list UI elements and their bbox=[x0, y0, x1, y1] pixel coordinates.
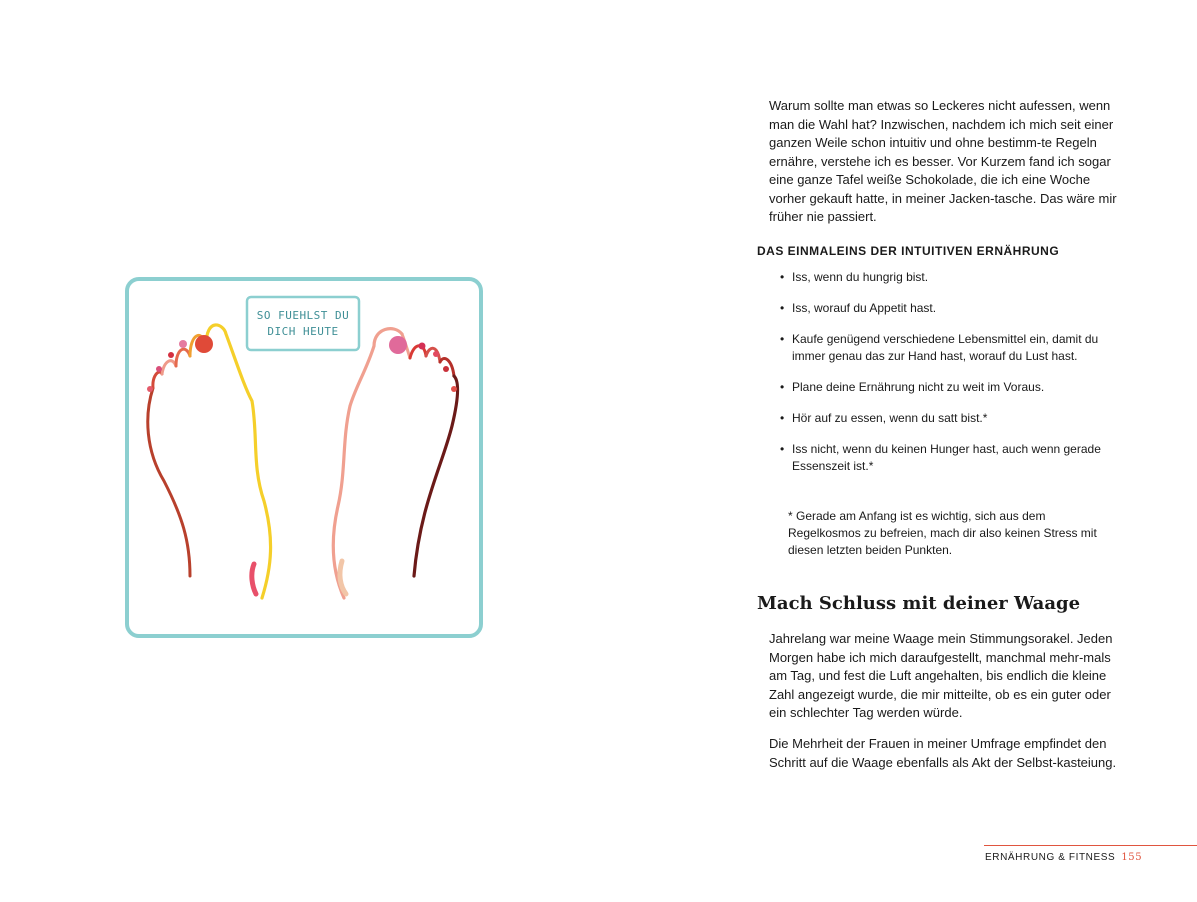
bullet-icon: • bbox=[780, 411, 785, 425]
toenail-left-4 bbox=[179, 340, 187, 348]
bullet-icon: • bbox=[780, 301, 785, 315]
toenail-left-2 bbox=[156, 366, 162, 372]
list-item-text: Plane deine Ernährung nicht zu weit im Voraus. bbox=[792, 380, 1045, 394]
list-item bbox=[780, 331, 1110, 365]
list-item-text: Iss nicht, wenn du keinen Hunger hast, auch wenn gerade Essenszeit ist.* bbox=[792, 442, 1101, 473]
footer-divider bbox=[984, 845, 1197, 846]
scale-label-line2: DICH HEUTE bbox=[267, 325, 339, 338]
footnote: * Gerade am Anfang ist es wichtig, sich aus dem Regelkosmos zu befreien, mach dir also keinen Stress mit diesen letzten beiden Punkten. bbox=[788, 509, 1097, 557]
toenail-right-5 bbox=[451, 386, 457, 392]
section-heading: DAS EINMALEINS DER INTUITIVEN ERNÄHRUNG bbox=[757, 244, 1060, 258]
body-paragraph-3: Die Mehrheit der Frauen in meiner Umfrage empfindet den Schritt auf die Waage ebenfalls als Akt der Selbst-kasteiung. bbox=[769, 736, 1117, 770]
main-heading: Mach Schluss mit deiner Waage bbox=[757, 593, 1081, 614]
list-item bbox=[780, 441, 1110, 475]
page-footer bbox=[985, 852, 1142, 863]
list-item bbox=[780, 379, 1110, 396]
footer-section-title: ERNÄHRUNG & FITNESS bbox=[985, 852, 1116, 863]
body-paragraph-2: Jahrelang war meine Waage mein Stimmungsorakel. Jeden Morgen habe ich mich daraufgestellt, manchmal mehr-mals am Tag, und fest die Luft angehalten, bis endlich die kleine Zahl angezeigt wurde, die mir mitteilte, ob es ein guter oder ein schlechter Tag werden würde. bbox=[769, 631, 1113, 720]
list-item-text: Hör auf zu essen, wenn du satt bist.* bbox=[792, 411, 988, 425]
list-item-text: Iss, worauf du Appetit hast. bbox=[792, 301, 937, 315]
scale-display bbox=[247, 297, 359, 350]
list-item-text: Kaufe genügend verschiedene Lebensmittel ein, damit du immer genau das zur Hand hast, worauf du Lust hast. bbox=[792, 332, 1099, 363]
list-item bbox=[780, 300, 1110, 317]
list-item bbox=[780, 410, 1110, 427]
toenail-left-1 bbox=[147, 386, 153, 392]
list-item-text: Iss, wenn du hungrig bist. bbox=[792, 270, 929, 284]
toenail-right-3 bbox=[433, 351, 439, 357]
bullet-icon: • bbox=[780, 442, 785, 456]
toenail-left-3 bbox=[168, 352, 174, 358]
bullet-icon: • bbox=[780, 380, 785, 394]
toenail-right-2 bbox=[419, 343, 426, 350]
toenail-left-5 bbox=[195, 335, 213, 353]
toenail-right-1 bbox=[389, 336, 407, 354]
intro-paragraph: Warum sollte man etwas so Leckeres nicht aufessen, wenn man die Wahl hat? Inzwischen, nachdem ich mich seit einer ganzen Weile schon intuitiv und ohne bestimm-te Regeln ernähre, verstehe ich es besser. Vor Kurzem fand ich sogar eine ganze Tafel weiße Schokolade, die ich eine Woche vorher gekauft hatte, in meiner Jacken-tasche. Das wäre mir früher nie passiert. bbox=[769, 98, 1117, 224]
list-item bbox=[780, 269, 1110, 286]
bullet-icon: • bbox=[780, 270, 785, 284]
toenail-right-4 bbox=[443, 366, 449, 372]
bullet-icon: • bbox=[780, 332, 785, 346]
scale-label-line1: SO FUEHLST DU bbox=[256, 309, 350, 322]
page-number: 155 bbox=[1121, 852, 1143, 863]
rules-list bbox=[780, 269, 1110, 489]
bathroom-scale-illustration bbox=[124, 276, 484, 640]
